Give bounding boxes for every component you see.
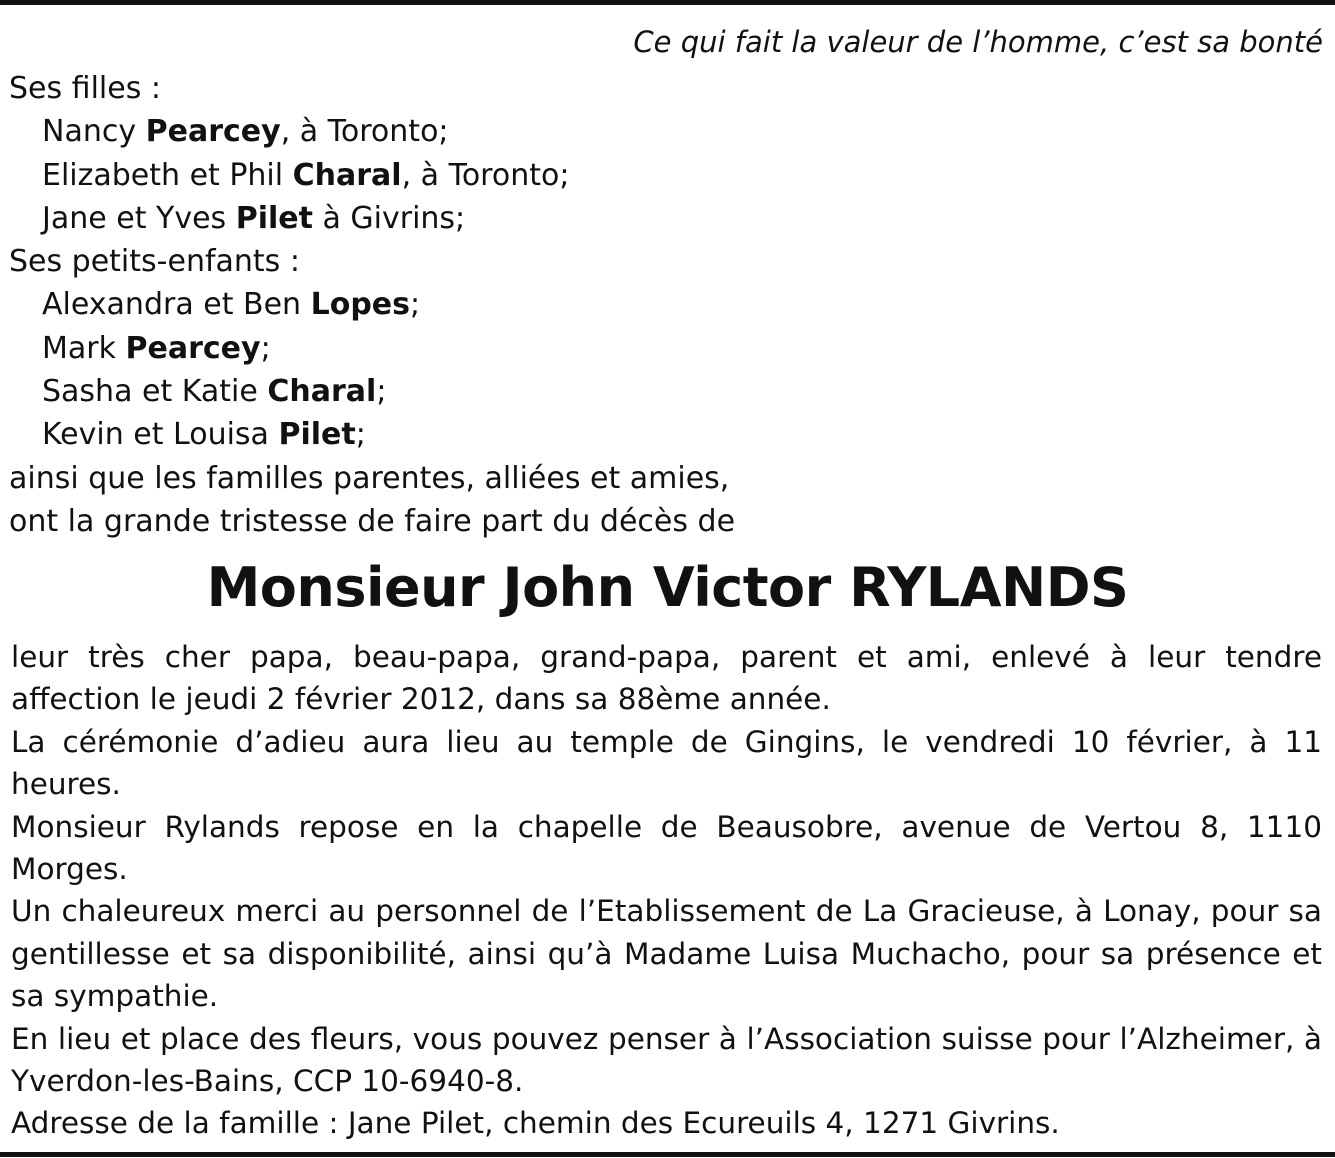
entry-punctuation: ; bbox=[376, 374, 387, 410]
entry-location: , à Toronto; bbox=[280, 114, 449, 150]
closing-line-families: ainsi que les familles parentes, alliées et amies, bbox=[9, 460, 730, 496]
daughter-entry bbox=[9, 154, 1309, 197]
entry-given-names: Mark bbox=[42, 330, 126, 366]
daughter-entry bbox=[9, 197, 1309, 240]
entry-surname: Lopes bbox=[310, 287, 410, 323]
notice-body bbox=[11, 636, 1322, 1145]
entry-punctuation: ; bbox=[355, 417, 366, 453]
deceased-name: Monsieur John Victor RYLANDS bbox=[206, 556, 1129, 619]
top-border-rule bbox=[0, 0, 1335, 5]
entry-given-names: Elizabeth et Phil bbox=[42, 157, 293, 193]
paragraph-thanks: Un chaleureux merci au personnel de l’Etablissement de La Gracieuse, à Lonay, pour sa gentillesse et sa disponibilité, ainsi qu’à Madame Luisa Muchacho, pour sa présence et sa sympathie. bbox=[11, 894, 1322, 1014]
entry-given-names: Alexandra et Ben bbox=[42, 287, 311, 323]
entry-surname: Pilet bbox=[235, 200, 313, 236]
closing-line-announcement: ont la grande tristesse de faire part du décès de bbox=[9, 503, 736, 539]
entry-given-names: Nancy bbox=[42, 114, 146, 150]
paragraph-repose: Monsieur Rylands repose en la chapelle de Beausobre, avenue de Vertou 8, 1110 Morges. bbox=[11, 809, 1322, 887]
paragraph-relationship: leur très cher papa, beau-papa, grand-papa, parent et ami, enlevé à leur tendre affection le jeudi 2 février 2012, dans sa 88ème année. bbox=[11, 640, 1322, 717]
entry-punctuation: ; bbox=[260, 330, 271, 366]
entry-surname: Pearcey bbox=[145, 114, 281, 150]
entry-location: , à Toronto; bbox=[401, 157, 570, 193]
entry-given-names: Sasha et Katie bbox=[42, 374, 268, 410]
entry-given-names: Kevin et Louisa bbox=[42, 417, 279, 453]
paragraph-donations: En lieu et place des fleurs, vous pouvez penser à l’Association suisse pour l’Alzheimer, à Yverdon-les-Bains, CCP 10-6940-8. bbox=[11, 1021, 1322, 1099]
entry-surname: Pearcey bbox=[125, 330, 261, 366]
grandchild-entry bbox=[9, 413, 1309, 456]
entry-surname: Pilet bbox=[278, 417, 356, 453]
grandchild-entry bbox=[9, 370, 1309, 413]
family-list bbox=[9, 67, 1309, 543]
daughters-heading: Ses filles : bbox=[9, 71, 161, 106]
epigraph-quote: Ce qui fait la valeur de l’homme, c’est sa bonté bbox=[633, 25, 1323, 59]
entry-location: à Givrins; bbox=[312, 200, 466, 236]
grandchild-entry bbox=[9, 327, 1309, 370]
daughter-entry bbox=[9, 110, 1309, 153]
grandchild-entry bbox=[9, 283, 1309, 326]
entry-punctuation: ; bbox=[410, 287, 421, 323]
paragraph-family-address: Adresse de la famille : Jane Pilet, chemin des Ecureuils 4, 1271 Givrins. bbox=[11, 1106, 1060, 1141]
entry-surname: Charal bbox=[267, 374, 377, 410]
entry-given-names: Jane et Yves bbox=[42, 200, 236, 236]
bottom-border-rule bbox=[0, 1152, 1335, 1157]
grandchildren-heading: Ses petits-enfants : bbox=[9, 244, 300, 280]
entry-surname: Charal bbox=[292, 157, 402, 193]
paragraph-ceremony: La cérémonie d’adieu aura lieu au temple de Gingins, le vendredi 10 février, à 11 heures. bbox=[11, 724, 1322, 802]
